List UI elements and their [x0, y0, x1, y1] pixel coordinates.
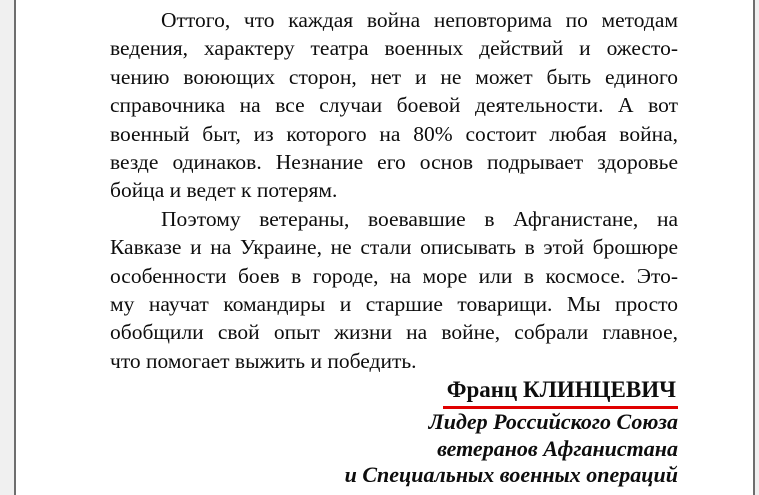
signature-name-line: [110, 375, 678, 409]
viewer-right-gutter: [755, 0, 759, 495]
body-text-line: му научат командиры и старшие товарищи. Мы просто: [110, 292, 678, 317]
paragraph-1: [110, 6, 678, 205]
body-text-line: обобщили свой опыт жизни на войне, собрали главное,: [110, 320, 678, 345]
signature-title-line: и Специальных военных операций: [344, 462, 678, 488]
signature-name: Франц КЛИНЦЕВИЧ: [443, 375, 678, 409]
body-text-line: что помогает выжить и победить.: [110, 348, 417, 373]
body-text-line: бойца и ведет к потерям.: [110, 178, 338, 203]
signature-block: [110, 375, 678, 489]
body-text-line: Поэтому ветераны, воевавшие в Афганистане, на: [161, 206, 678, 231]
body-text-line: ведения, характеру театра военных действий и ожесто-: [110, 36, 678, 61]
body-text-line: везде одинаков. Незнание его основ подрывает здоровье: [110, 150, 678, 175]
signature-title-line: Лидер Российского Союза: [428, 409, 678, 435]
page-text-column: [110, 0, 678, 489]
body-text-line: особенности боев в городе, на море или в космосе. Это-: [110, 263, 678, 288]
body-text-line: чению воюющих сторон, нет и не может быть единого: [110, 64, 678, 89]
paragraph-2: [110, 205, 678, 375]
signature-title-line: ветеранов Афганистана: [437, 435, 678, 461]
document-page: [16, 0, 755, 495]
body-text-line: военный быт, из которого на 80% состоит любая война,: [110, 121, 678, 146]
body-text-line: Оттого, что каждая война неповторима по методам: [161, 8, 678, 32]
body-text-line: Кавказе и на Украине, не стали описывать в этой брошюре: [110, 235, 678, 260]
body-text-line: справочника на все случаи боевой деятельности. А вот: [110, 93, 678, 118]
viewer-left-gutter: [0, 0, 16, 495]
